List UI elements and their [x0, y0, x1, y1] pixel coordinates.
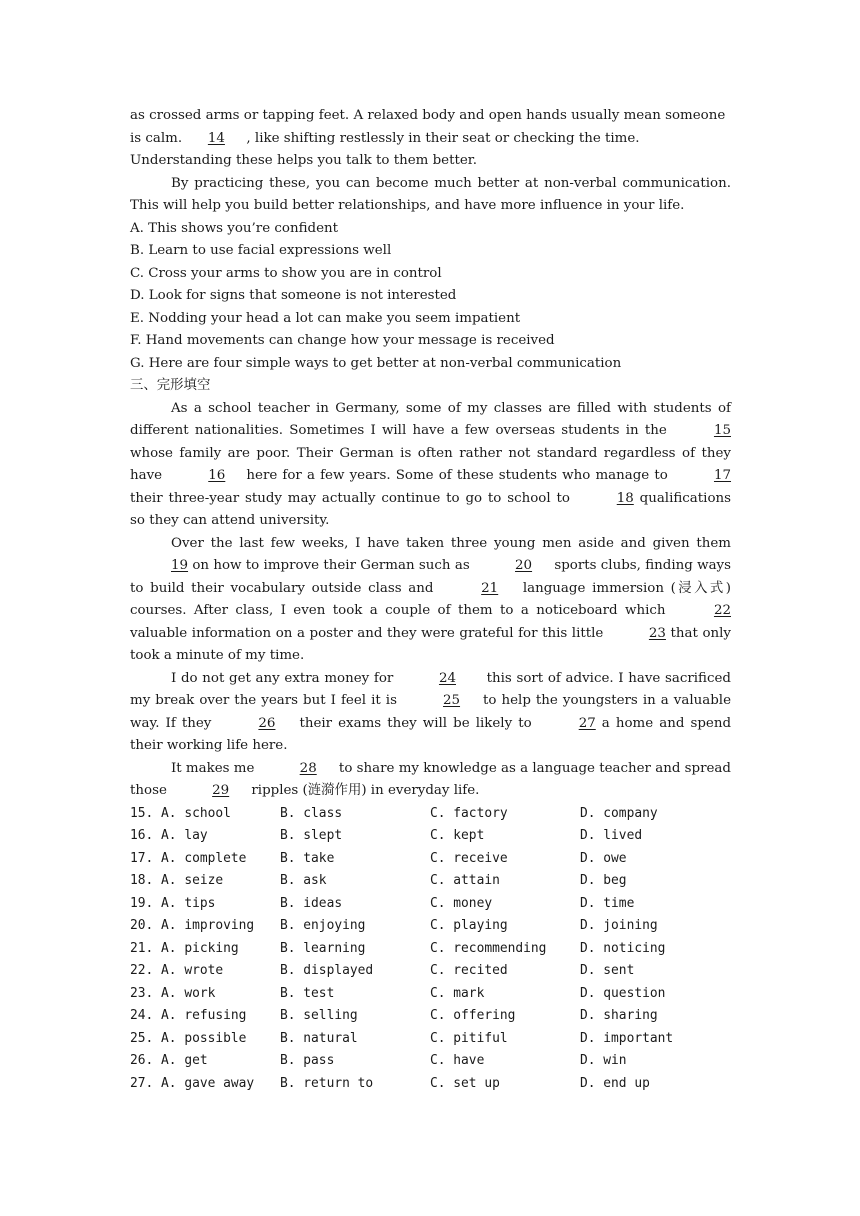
question-option-a: 23. A. work — [130, 985, 216, 1001]
question-row — [130, 1050, 731, 1073]
question-row — [130, 1073, 731, 1096]
cloze-text: ripples (涟漪作用) in everyday life. — [247, 783, 480, 798]
blank-20: 20 — [515, 558, 533, 573]
question-option-b: B. learning — [280, 940, 366, 956]
question-option-b: B. test — [280, 985, 335, 1001]
cloze-text: here for a few years. Some of these students who manage to — [241, 468, 673, 483]
question-option-c: C. playing — [430, 918, 508, 933]
blank-15: 15 — [713, 423, 731, 438]
passage-line — [130, 128, 731, 151]
question-row — [130, 915, 731, 938]
cloze-text: a home and spend their working life here. — [130, 715, 732, 753]
blank-17: 17 — [713, 468, 732, 483]
blank-19: 19 — [171, 558, 189, 573]
question-row — [130, 803, 731, 826]
cloze-text: It makes me — [171, 760, 259, 776]
cloze-text: their three-year study may actually continue to go to school to — [130, 490, 576, 506]
passage-line: as crossed arms or tapping feet. A relaxed body and open hands usually mean someone — [130, 108, 726, 123]
cloze-text: whose family are poor. Their German is often rather not standard regardless of they have — [130, 445, 731, 483]
question-option-c: C. have — [430, 1053, 485, 1068]
cloze-text: to help the youngsters in a valuable way. If they — [130, 693, 731, 731]
cloze-paragraph-1 — [130, 398, 731, 533]
passage-text: is calm. — [130, 130, 183, 146]
question-option-d: D. end up — [580, 1075, 650, 1091]
sentence-options — [130, 218, 731, 376]
question-list — [130, 803, 731, 1096]
blank-14: 14 — [207, 130, 225, 146]
question-option-b: B. enjoying — [280, 918, 366, 933]
cloze-text: on how to improve their German such as — [188, 558, 475, 573]
cloze-text: language immersion (浸入式) courses. After class, I even took a couple of them to a noticeboard which — [130, 580, 731, 618]
passage-paragraph: By practicing these, you can become much better at non-verbal communication. This will help you build better relationships, and have more influence in your life. — [130, 175, 731, 213]
question-row — [130, 825, 731, 848]
question-option-d: D. joining — [580, 918, 658, 933]
cloze-paragraph-3 — [130, 668, 731, 758]
section-title: 三、完形填空 — [130, 378, 211, 393]
passage-line: Understanding these helps you talk to them better. — [130, 153, 477, 168]
cloze-text: valuable information on a poster and they were grateful for this little — [130, 625, 608, 641]
question-option-a: 19. A. tips — [130, 895, 216, 911]
blank-25: 25 — [442, 693, 461, 708]
question-option-c: C. pitiful — [430, 1030, 508, 1046]
question-option-b: B. class — [280, 805, 343, 821]
question-option-d: D. noticing — [580, 940, 666, 956]
passage-text: , like shifting restlessly in their seat or checking the time. — [246, 130, 640, 146]
question-option-b: B. pass — [280, 1053, 335, 1068]
question-option-c: C. factory — [430, 805, 508, 821]
question-option-a: 17. A. complete — [130, 850, 247, 866]
cloze-text: to share my knowledge as a language teacher and spread those — [130, 760, 731, 798]
cloze-text: As a school teacher in Germany, some of my classes are filled with students of different nationalities. Sometimes I will have a few overseas students in the — [130, 400, 731, 438]
question-option-b: B. ideas — [280, 895, 343, 911]
question-option-c: C. recited — [430, 963, 508, 978]
cloze-text: their exams they will be likely to — [293, 715, 538, 731]
blank-29: 29 — [212, 783, 230, 798]
question-option-a: 18. A. seize — [130, 873, 224, 888]
question-option-d: D. question — [580, 985, 666, 1001]
blank-26: 26 — [258, 715, 276, 731]
question-option-b: B. slept — [280, 828, 343, 843]
cloze-text: sports clubs, finding ways to build their vocabulary outside class and — [130, 558, 731, 596]
question-option-b: B. displayed — [280, 963, 374, 978]
question-option-d: D. sharing — [580, 1008, 658, 1023]
cloze-text: that only took a minute of my time. — [130, 625, 731, 663]
question-option-d: D. company — [580, 805, 658, 821]
question-option-a: 27. A. gave away — [130, 1075, 255, 1091]
question-option-d: D. time — [580, 895, 635, 911]
question-row — [130, 1005, 731, 1028]
blank-24: 24 — [438, 670, 456, 686]
question-option-a: 21. A. picking — [130, 940, 239, 956]
cloze-text: I do not get any extra money for — [171, 670, 398, 686]
blank-21: 21 — [481, 580, 499, 596]
question-option-b: B. take — [280, 850, 335, 866]
question-option-d: D. important — [580, 1030, 674, 1046]
question-option-a: 20. A. improving — [130, 918, 255, 933]
question-option-c: C. attain — [430, 873, 500, 888]
blank-18: 18 — [616, 490, 634, 506]
option-f: F. Hand movements can change how your message is received — [130, 333, 555, 348]
question-option-b: B. ask — [280, 873, 327, 888]
option-b: B. Learn to use facial expressions well — [130, 243, 392, 258]
question-option-a: 22. A. wrote — [130, 963, 224, 978]
question-row — [130, 848, 731, 871]
cloze-text: qualifications so they can attend university. — [130, 490, 731, 528]
cloze-text: Over the last few weeks, I have taken three young men aside and given them — [171, 535, 731, 551]
question-option-c: C. offering — [430, 1008, 516, 1023]
question-option-c: C. kept — [430, 828, 485, 843]
question-option-b: B. natural — [280, 1030, 358, 1046]
document-body — [130, 105, 731, 1095]
cloze-paragraph-4 — [130, 758, 731, 803]
question-option-b: B. return to — [280, 1075, 374, 1091]
question-option-a: 24. A. refusing — [130, 1008, 247, 1023]
question-row — [130, 1028, 731, 1051]
question-option-c: C. mark — [430, 985, 485, 1001]
question-option-d: D. sent — [580, 963, 635, 978]
question-option-a: 16. A. lay — [130, 828, 208, 843]
question-option-c: C. recommending — [430, 940, 547, 956]
question-option-d: D. beg — [580, 873, 627, 888]
question-option-c: C. money — [430, 895, 493, 911]
option-a: A. This shows you’re confident — [130, 220, 339, 236]
question-row — [130, 983, 731, 1006]
question-option-c: C. receive — [430, 850, 508, 866]
blank-23: 23 — [648, 625, 666, 641]
question-row — [130, 893, 731, 916]
option-d: D. Look for signs that someone is not interested — [130, 288, 457, 303]
blank-28: 28 — [299, 760, 317, 776]
cloze-paragraph-2 — [130, 533, 731, 668]
question-row — [130, 938, 731, 961]
question-row — [130, 960, 731, 983]
question-option-d: D. owe — [580, 850, 627, 866]
question-row — [130, 870, 731, 893]
blank-16: 16 — [208, 468, 226, 483]
cloze-text: this sort of advice. I have sacrificed my break over the years but I feel it is — [130, 670, 731, 708]
option-e: E. Nodding your head a lot can make you seem impatient — [130, 310, 521, 326]
question-option-a: 26. A. get — [130, 1053, 208, 1068]
question-option-c: C. set up — [430, 1075, 500, 1091]
blank-22: 22 — [713, 603, 731, 618]
option-g: G. Here are four simple ways to get better at non-verbal communication — [130, 355, 622, 371]
blank-27: 27 — [578, 715, 596, 731]
option-c: C. Cross your arms to show you are in control — [130, 265, 442, 281]
question-option-d: D. win — [580, 1053, 627, 1068]
question-option-a: 25. A. possible — [130, 1030, 247, 1046]
question-option-d: D. lived — [580, 828, 643, 843]
question-option-b: B. selling — [280, 1008, 358, 1023]
question-option-a: 15. A. school — [130, 805, 231, 821]
